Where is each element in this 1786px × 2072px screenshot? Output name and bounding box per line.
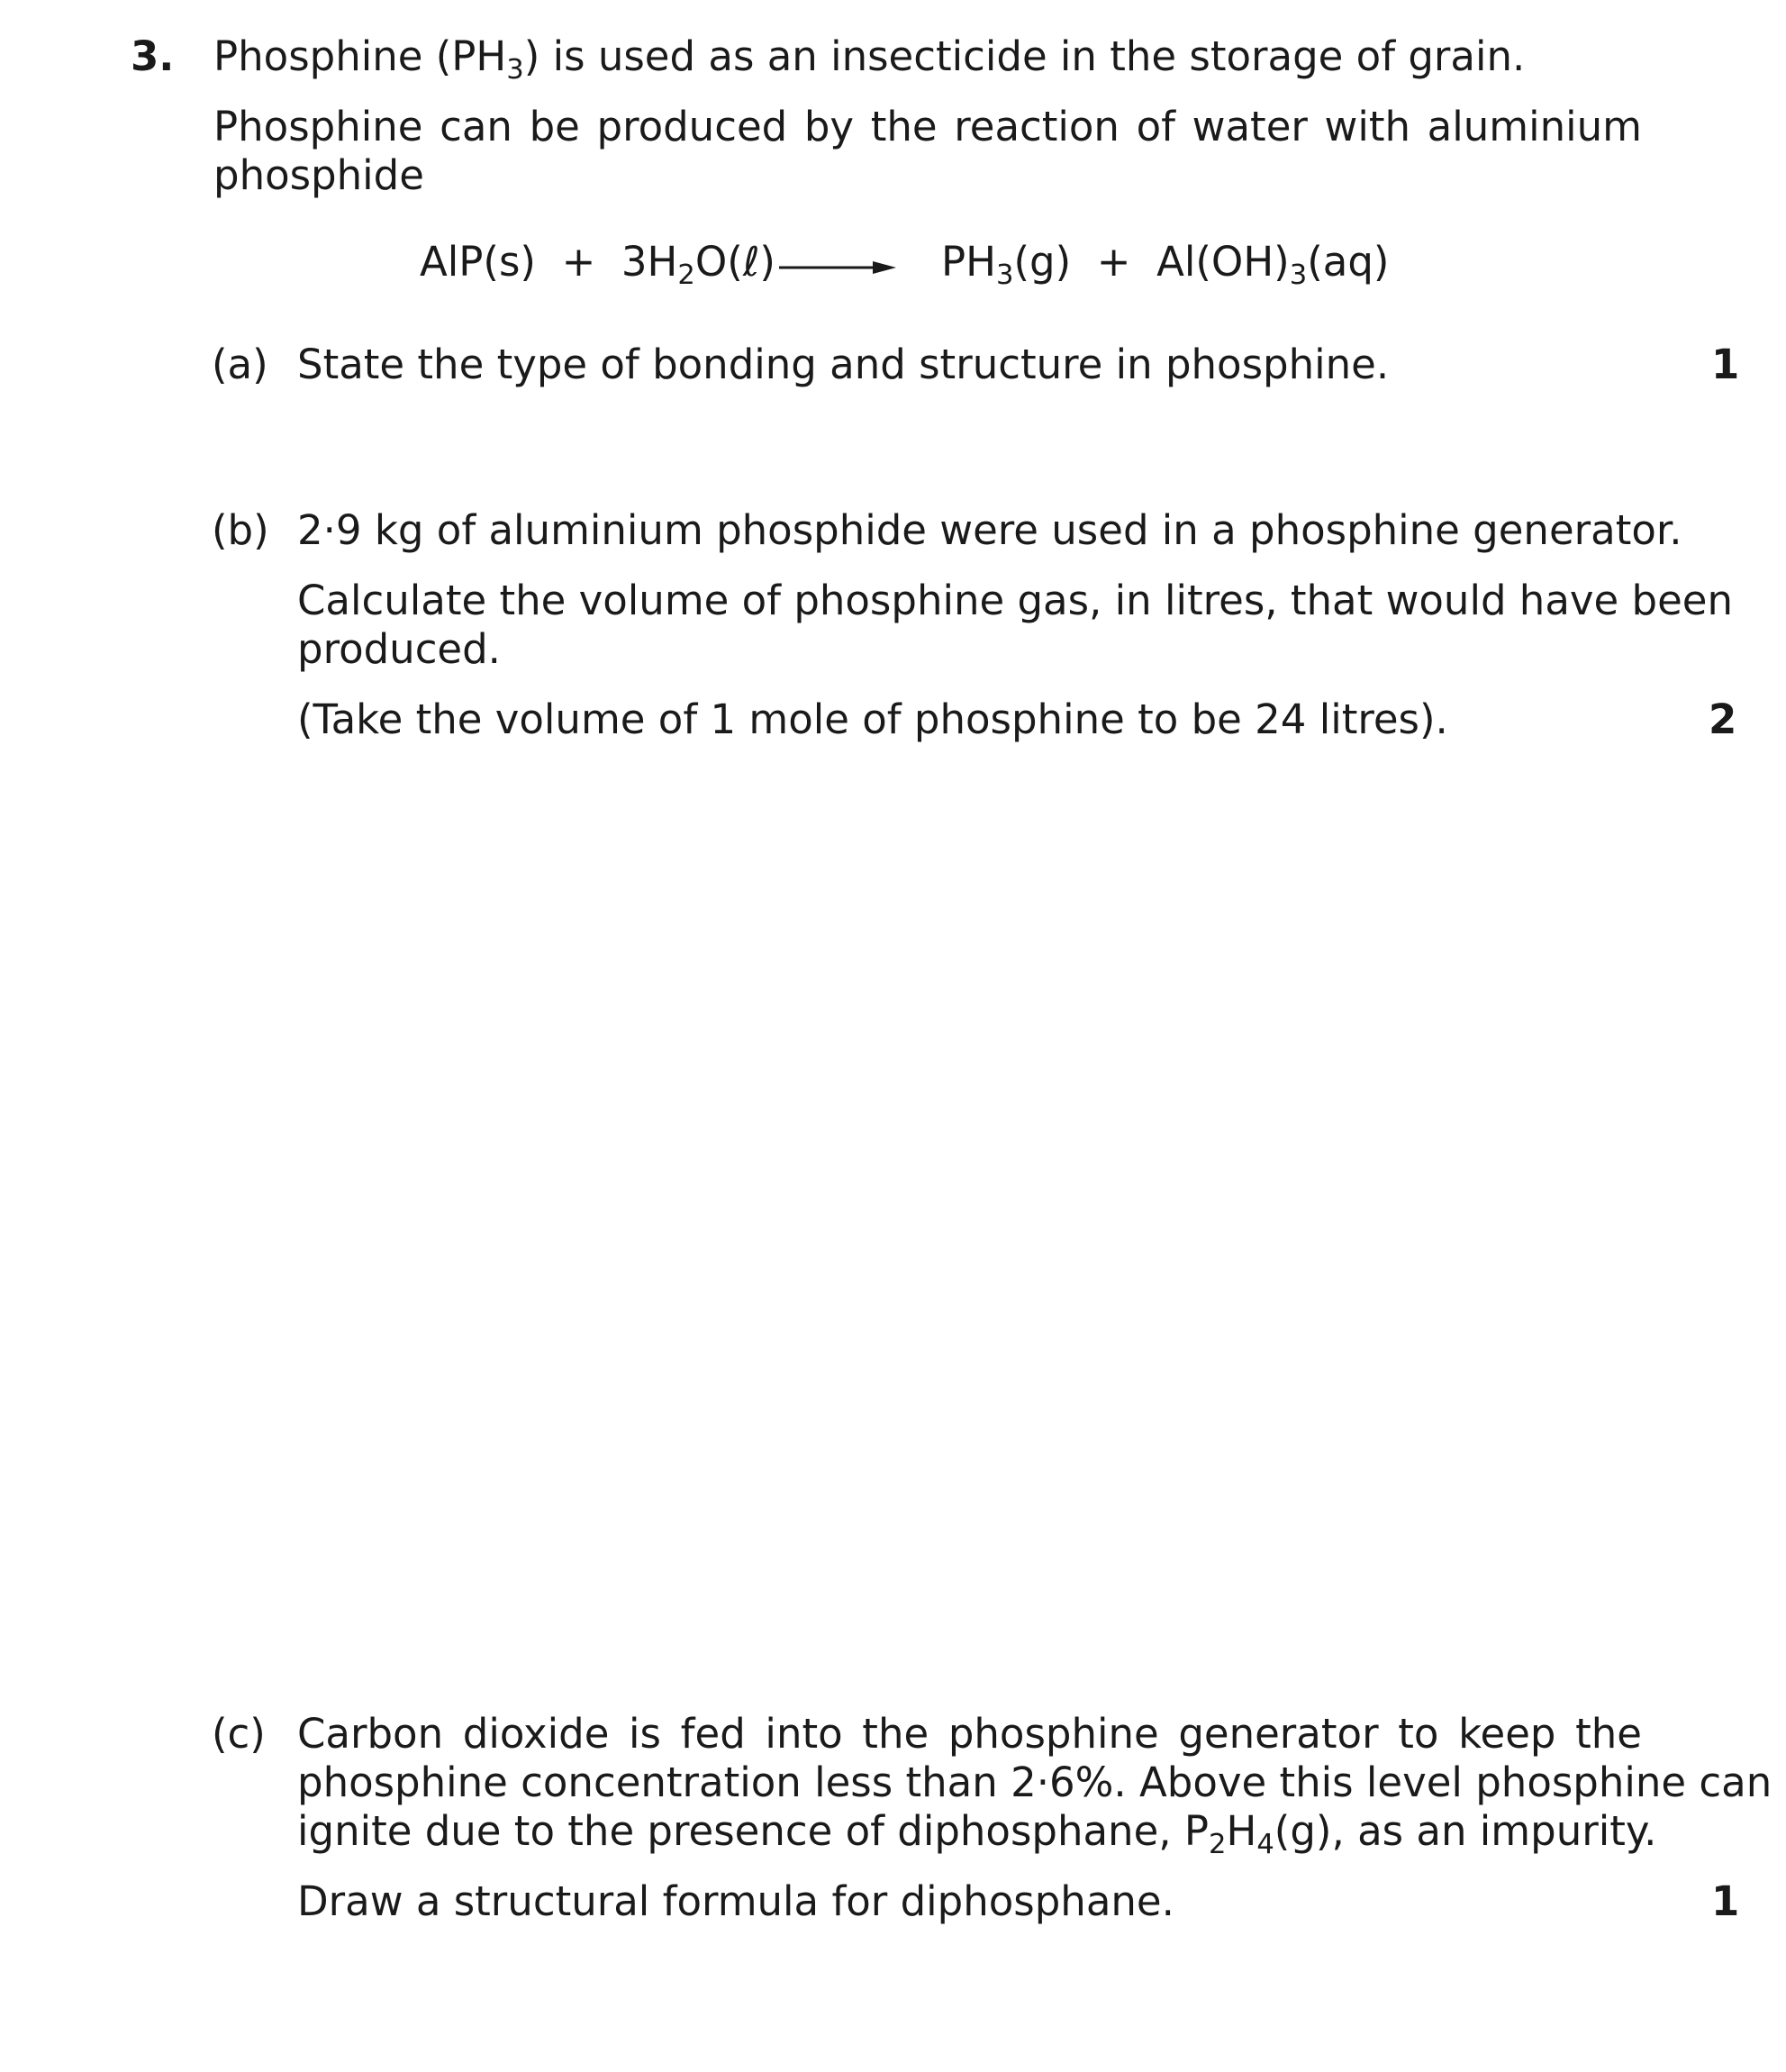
reactant-2: $3H_2O(\ell)$ [621, 238, 775, 292]
question-number: 3. [131, 32, 175, 80]
part-a-marks: 1 [1711, 341, 1740, 388]
question-intro [213, 32, 1526, 86]
intro-pre: Phosphine (PH [213, 32, 507, 80]
reactant-1: AlP(s) [420, 238, 536, 286]
production-line-2: phosphide [213, 151, 424, 199]
part-b-line-1: 2·9 kg of aluminium phosphide were used in a phosphine generator. [297, 506, 1682, 554]
product-1: $PH_3(g)$ [941, 238, 1072, 292]
part-a-text: State the type of bonding and structure in phosphine. [297, 341, 1390, 388]
part-c-line-1: Carbon dioxide is fed into the phosphine generator to keep the [297, 1710, 1642, 1758]
part-b-line-4: (Take the volume of 1 mole of phosphine to be 24 litres). [297, 695, 1448, 743]
part-b-line-3: produced. [297, 625, 501, 673]
part-c-line-2: phosphine concentration less than 2·6%. Above this level phosphine can [297, 1758, 1772, 1806]
part-c-line-3: ignite due to the presence of diphosphane, $P_2H_4(g)$, as an impurity. [297, 1807, 1657, 1861]
product-2: $Al(OH)_3(aq)$ [1156, 238, 1390, 292]
plus-sign-1: + [561, 238, 596, 286]
part-c-label: (c) [212, 1710, 266, 1758]
part-a-label: (a) [212, 341, 268, 388]
part-c-marks: 1 [1711, 1877, 1740, 1925]
production-line-1: Phosphine can be produced by the reaction of water with aluminium [213, 103, 1642, 150]
reaction-arrow-icon [779, 259, 896, 277]
part-b-line-2: Calculate the volume of phosphine gas, in litres, that would have been [297, 577, 1733, 624]
part-b-label: (b) [212, 506, 269, 554]
equation-reactants [420, 238, 775, 292]
equation-products [941, 238, 1390, 292]
part-c-line-4: Draw a structural formula for diphosphane. [297, 1877, 1174, 1925]
plus-sign-2: + [1096, 238, 1131, 286]
intro-post: ) is used as an insecticide in the storage of grain. [523, 32, 1526, 80]
part-b-marks: 2 [1709, 695, 1737, 743]
intro-sub: 3 [506, 54, 524, 86]
